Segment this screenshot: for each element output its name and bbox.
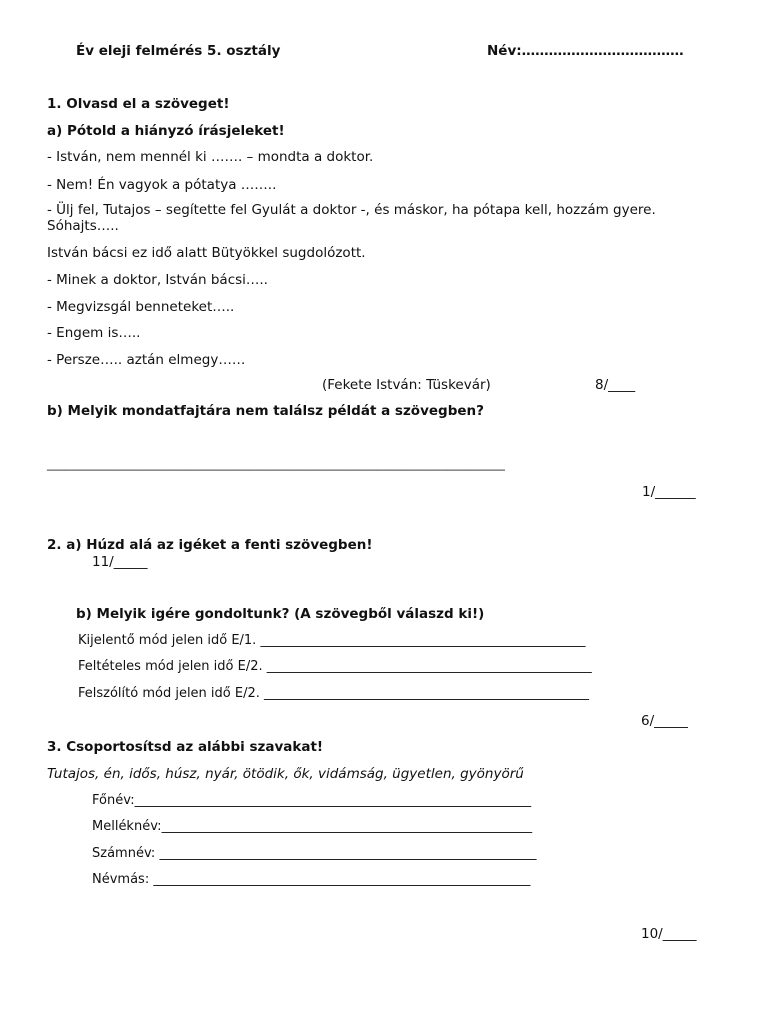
text-line: - Megvizsgál benneteket…..	[47, 299, 235, 315]
score-task3: 10/_____	[641, 926, 697, 942]
task2-heading: 2. a) Húzd alá az igéket a fenti szövegben!	[47, 537, 373, 553]
text-line: István bácsi ez idő alatt Bütyökkel sugdolózott.	[47, 245, 366, 261]
score-task1b: 1/______	[642, 484, 696, 500]
text-line: - Engem is…..	[47, 325, 141, 341]
score-task1a: 8/____	[595, 377, 636, 393]
category-row: Melléknév:_________________________________________________________	[92, 819, 533, 834]
text-line: - Minek a doktor, István bácsi…..	[47, 272, 268, 288]
word-list: Tutajos, én, idős, húsz, nyár, ötödik, ők, vidámság, ügyetlen, gyönyörű	[47, 766, 524, 782]
student-name-field: Név:………………………………	[487, 43, 684, 59]
text-line: - Persze….. aztán elmegy……	[47, 352, 246, 368]
verb-row: Feltételes mód jelen idő E/2. __________________________________________________	[78, 659, 592, 674]
task1a-heading: a) Pótold a hiányzó írásjeleket!	[47, 123, 285, 139]
source-citation: (Fekete István: Tüskevár)	[322, 377, 491, 393]
category-row: Főnév:_____________________________________________________________	[92, 793, 532, 808]
verb-row: Felszólító mód jelen idő E/2. __________________________________________________	[78, 686, 590, 701]
text-line: - Nem! Én vagyok a pótatya ……..	[47, 177, 277, 193]
task3-heading: 3. Csoportosítsd az alábbi szavakat!	[47, 739, 324, 755]
category-row: Névmás: __________________________________________________________	[92, 872, 531, 887]
score-task2a: 11/_____	[92, 554, 148, 570]
verb-row: Kijelentő mód jelen idő E/1. __________________________________________________	[78, 633, 586, 648]
answer-line: _______________________________________________________________________________	[47, 457, 505, 471]
category-row: Számnév: __________________________________________________________	[92, 846, 537, 861]
text-line: - István, nem mennél ki ……. – mondta a doktor.	[47, 149, 374, 165]
score-task2b: 6/_____	[641, 713, 688, 729]
task1-heading: 1. Olvasd el a szöveget!	[47, 96, 230, 112]
worksheet-title: Év eleji felmérés 5. osztály	[76, 43, 281, 59]
text-line: - Ülj fel, Tutajos – segítette fel Gyulát a doktor -, és máskor, ha pótapa kell, hozzám gyere. Sóhajts…..	[47, 202, 656, 234]
task2b-heading: b) Melyik igére gondoltunk? (A szövegből válaszd ki!)	[76, 606, 485, 622]
task1b-heading: b) Melyik mondatfajtára nem találsz példát a szövegben?	[47, 403, 484, 419]
